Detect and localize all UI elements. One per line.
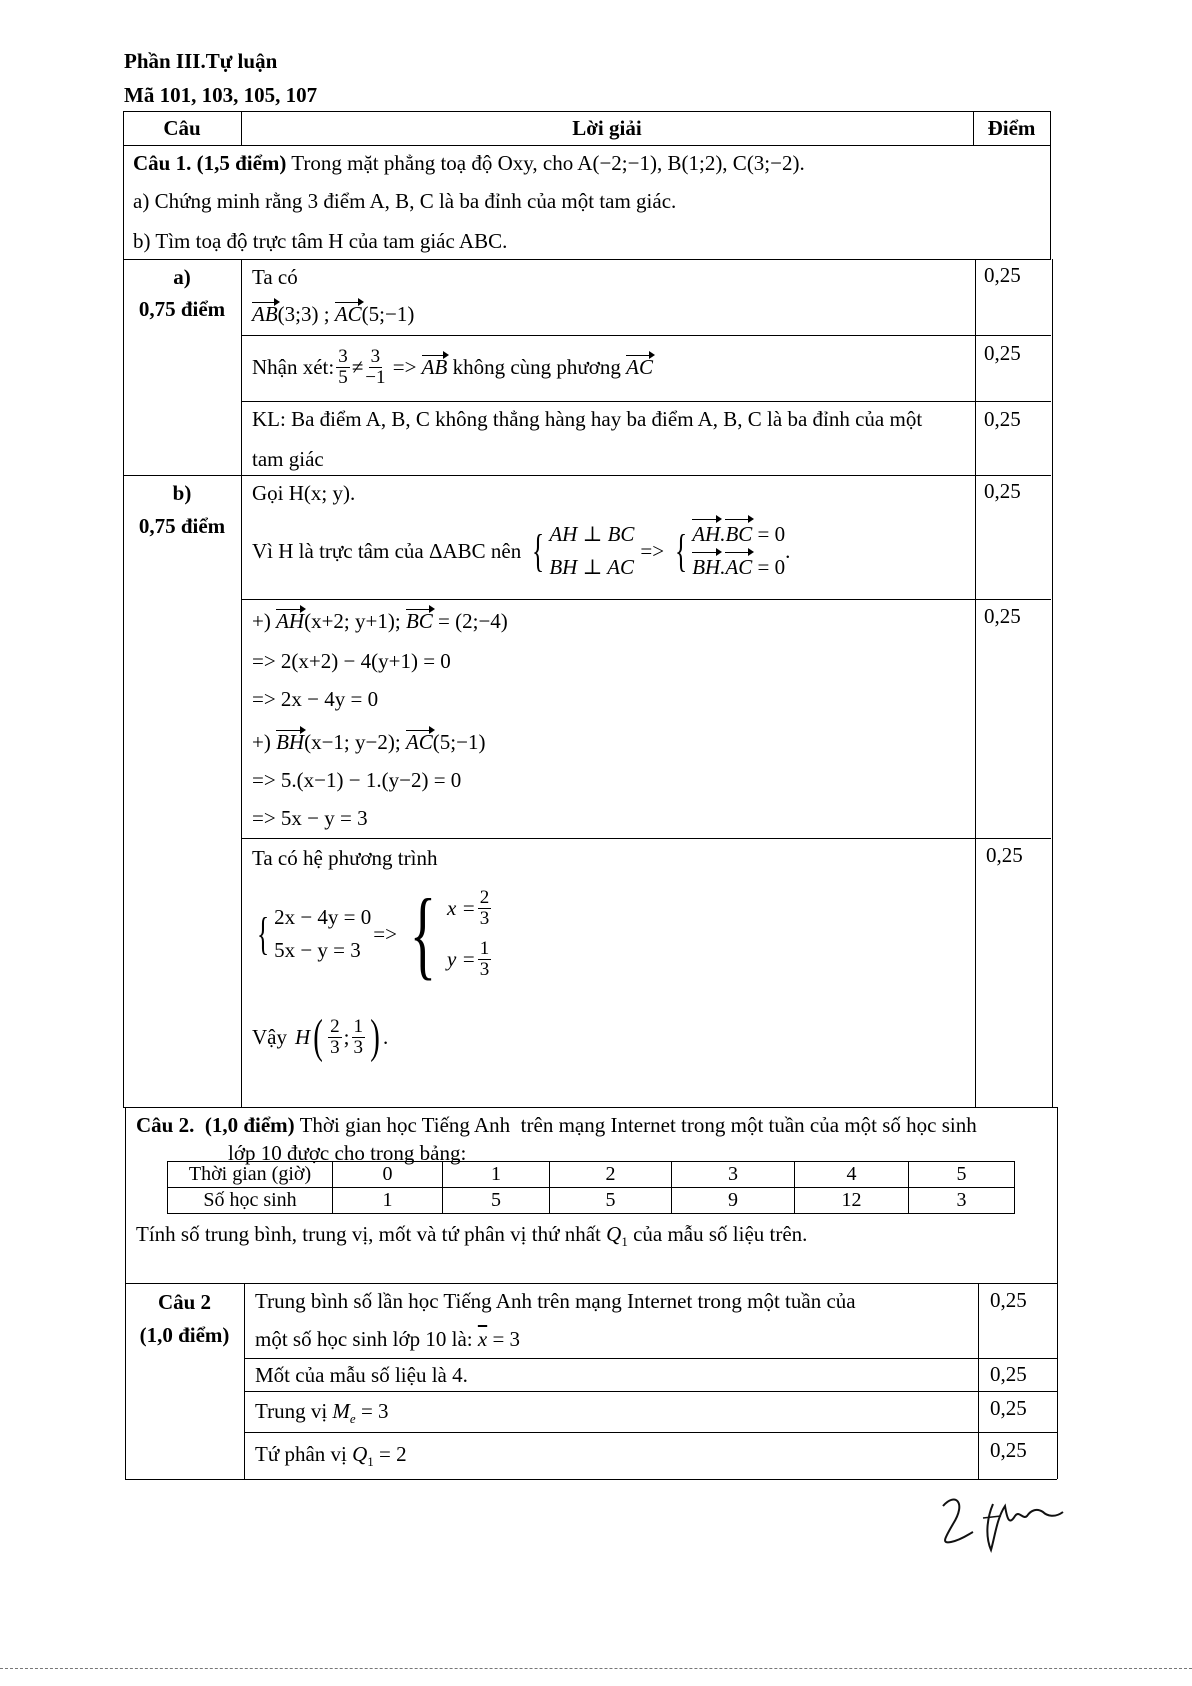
q2-statement-line1: Câu 2. (1,0 điểm) Thời gian học Tiếng Anh trên mạng Internet trong một tuần của một số học sinh [136, 1113, 977, 1137]
col-header-solution: Lời giải [572, 116, 642, 140]
q1-a-row1-vectors: AB(3;3) ; AC(5;−1) [252, 302, 415, 326]
vector-ab: AB [252, 302, 278, 326]
code-line: Mã 101, 103, 105, 107 [124, 83, 318, 107]
q2-sol-mode: Mốt của mẫu số liệu là 4. [255, 1363, 468, 1387]
score-q1-a-3: 0,25 [984, 407, 1021, 431]
page-bottom-divider [0, 1668, 1192, 1669]
score-q2-1: 0,25 [990, 1288, 1027, 1312]
vector-ac: AC [626, 354, 653, 379]
q1-b-row2-l1: +) AH(x+2; y+1); BC = (2;−4) [252, 609, 508, 633]
q1-title: Câu 1. (1,5 điểm) [133, 151, 287, 175]
q2-statement-line2: lớp 10 được cho trong bảng: [228, 1141, 467, 1165]
system-linear: { 2x − 4y = 0 5x − y = 3 [256, 905, 372, 962]
q1-a-points: 0,75 điểm [138, 297, 226, 321]
q1-a-row3-line2: tam giác [252, 447, 324, 471]
vector-ac: AC [405, 730, 433, 754]
system-dot-product: { AH.BC = 0 BH.AC = 0 [670, 518, 785, 583]
q1-b-row2-l2: => 2(x+2) − 4(y+1) = 0 [252, 649, 451, 673]
col-header-question: Câu [163, 116, 201, 140]
table-row: Số học sinh 1 5 5 9 12 3 [168, 1188, 1015, 1214]
vector-ah: AH [276, 609, 305, 633]
q1-b-row2-l5: => 5.(x−1) − 1.(y−2) = 0 [252, 768, 462, 792]
q2-task: Tính số trung bình, trung vị, mốt và tứ phân vị thứ nhất $Q_1$ của mẫu số liệu trên. [136, 1222, 808, 1250]
vector-ab: AB [421, 354, 448, 379]
frequency-table [167, 1161, 1015, 1214]
score-q1-b-2: 0,25 [984, 604, 1021, 628]
signature-image [935, 1488, 1075, 1558]
score-q2-2: 0,25 [990, 1362, 1027, 1386]
q1-a-row1-line1: Ta có [252, 265, 298, 289]
vector-bh: BH [276, 730, 305, 754]
q1-b-row1-line1: Gọi H(x; y). [252, 481, 356, 505]
q1-b-row3-line1: Ta có hệ phương trình [252, 846, 438, 870]
q1-b-label: b) [172, 481, 192, 505]
q1-statement-line [133, 150, 805, 176]
q1-part-b: b) Tìm toạ độ trực tâm H của tam giác ABC. [133, 229, 508, 253]
q1-part-a: a) Chứng minh rằng 3 điểm A, B, C là ba đỉnh của một tam giác. [133, 189, 677, 213]
system-perpendicular: { AH ⊥ BC BH ⊥ AC [532, 522, 635, 579]
col-header-score: Điểm [987, 116, 1036, 140]
q1-a-label: a) [173, 265, 191, 289]
q2-sol-median: Trung vị $M_e = 3$ [255, 1399, 389, 1427]
vector-bc: BC [405, 609, 433, 633]
score-q2-3: 0,25 [990, 1396, 1027, 1420]
part-title: Phần III.Tự luận [124, 49, 278, 73]
q2-sol-mean-line2: một số học sinh lớp 10 là: $\overline{x} = 3$ [255, 1327, 521, 1351]
q1-b-equation-system: { 2x − 4y = 0 5x − y = 3 => { x = $\frac{2}{3}$ y = $\frac{1}{3}$ [252, 872, 493, 996]
system-solution: { x = $\frac{2}{3}$ y = $\frac{1}{3}$ [409, 878, 490, 989]
q1-a-row3-line1: KL: Ba điểm A, B, C không thẳng hàng hay ba điểm A, B, C là ba đỉnh của một [252, 407, 923, 431]
q1-b-row2-l3: => 2x − 4y = 0 [252, 687, 379, 711]
table-row: Thời gian (giờ) 0 1 2 3 4 5 [168, 1162, 1015, 1188]
q1-b-points: 0,75 điểm [138, 514, 226, 538]
vector-ac: AC [334, 302, 362, 326]
q2-sol-quartile: Tứ phân vị $Q_1 = 2$ [255, 1442, 407, 1470]
fraction-3-5: $\frac{3}{5}$ [338, 345, 348, 388]
score-q1-b-3: 0,25 [986, 843, 1023, 867]
q2-sol-points: (1,0 điểm) [139, 1323, 230, 1347]
q2-sol-label: Câu 2 [157, 1290, 212, 1314]
score-q1-a-1: 0,25 [984, 263, 1021, 287]
score-q1-a-2: 0,25 [984, 341, 1021, 365]
q1-statement: Trong mặt phẳng toạ độ Oxy, cho A(−2;−1), B(1;2), C(3;−2). [291, 151, 805, 175]
q1-b-row2-l6: => 5x − y = 3 [252, 806, 368, 830]
score-q2-4: 0,25 [990, 1438, 1027, 1462]
q1-a-row2-remark: Nhận xét: $\frac{3}{5}$ ≠ $\frac{3}{-1}$ => AB không cùng phương AC [252, 345, 653, 388]
q1-b-row2-l4: +) BH(x−1; y−2); AC(5;−1) [252, 730, 486, 754]
q2-sol-mean-line1: Trung bình số lần học Tiếng Anh trên mạng Internet trong một tuần của [255, 1289, 856, 1313]
fraction-3-neg1: $\frac{3}{-1}$ [365, 345, 386, 388]
score-q1-b-1: 0,25 [984, 479, 1021, 503]
q1-b-conclusion: Vậy H ( $\frac{2}{3}$ ; $\frac{1}{3}$ ) . [252, 1010, 389, 1063]
q1-b-orthocenter-condition: Vì H là trực tâm của ΔABC nên { AH ⊥ BC BH ⊥ AC => { AH.BC = 0 BH.AC = 0 . [252, 516, 790, 586]
